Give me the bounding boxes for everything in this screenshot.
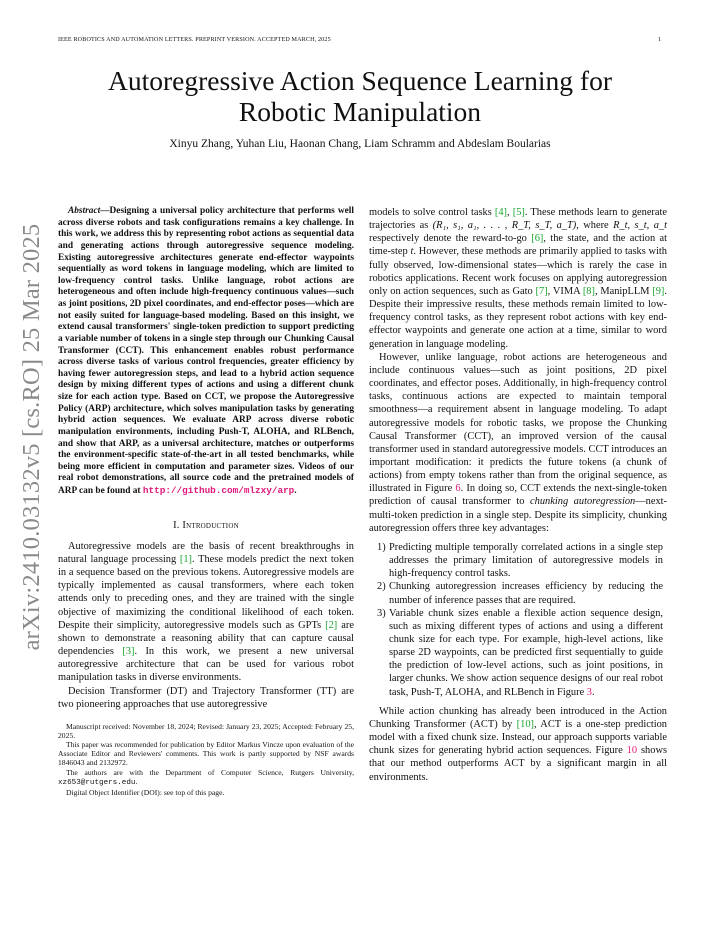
text-run: However, unlike language, robot actions are heterogeneous and include continuous values—such as joint positions, 2D pixel coordinates, and effector poses. Additionally, in high-frequency control tasks, continuous actions are expected to maintain temporal smoothness—a requirement absent in language modeling. To adapt autoregressive models for robotic tasks, we propose the Chunking Causal Transformer (CCT), an improved version of the causal transformer used in standard autoregressive models. CCT introduces an important modification: it predicts the future tokens (a chunk of actions) from empty tokens rather than from the original sequence, as illustrated in Figure [369, 351, 667, 495]
citation-1[interactable]: [1] [179, 553, 193, 565]
list-item-text: Chunking autoregression increases efficiency by reducing the number of inference passes that are required. [389, 581, 663, 606]
left-column [58, 206, 354, 797]
list-number: 1) [377, 541, 386, 553]
text-run: are shown to demonstrate a reasoning ability that can capture causal dependencies [58, 619, 354, 658]
right-column [369, 206, 667, 784]
text-run: Autoregressive models are the basis of recent breakthroughs in natural language processing [58, 540, 354, 565]
intro-paragraph-2: Decision Transformer (DT) and Trajectory Transformer (TT) are two pioneering approaches that use autoregressive [58, 685, 354, 710]
intro-paragraph-1 [58, 540, 354, 685]
math-t: t [410, 246, 414, 258]
title-line-2: Robotic Manipulation [238, 96, 482, 127]
figure-ref-3[interactable]: 3 [586, 686, 592, 698]
text-run: , [507, 207, 513, 218]
text-run: models to solve control tasks [369, 207, 495, 218]
paper-title [40, 65, 680, 127]
list-item-text: Variable chunk sizes enable a flexible action sequence design, such as mixing different types of actions and using a different chunk size for each type. For example, high-level actions, like sparse 2D waypoints, can be predicted first sequentially to guide the prediction of low-level actions, such as joint positions, in larger chunks. We show action sequence designs of our real robot task, Push-T, ALOHA, and RLBench in Figure [389, 607, 663, 698]
list-item [369, 580, 663, 606]
list-item-text: Predicting multiple temporally correlated actions in a single step addresses the primary limitation of autoregressive models in high-frequency control tasks. [389, 541, 663, 580]
citation-5[interactable]: [5] [512, 207, 525, 218]
author-email[interactable]: xz653@rutgers.edu [58, 778, 136, 787]
abstract-end: . [294, 486, 297, 496]
text-run: . In this work, we present a new universal autoregressive architecture that can be used for various robot manipulation tasks in diverse environments. [58, 646, 354, 684]
text-run: respectively denote the reward-to-go [369, 233, 532, 245]
text-run: , where [576, 220, 614, 232]
text-run: shows that our method outperforms ACT by a significant margin in all environments. [369, 745, 667, 783]
text-run: While action chunking has already been introduced in the Action Chunking Transformer (ACT) by [369, 705, 667, 730]
citation-9[interactable]: [9] [652, 285, 665, 297]
list-item [369, 541, 663, 580]
abstract-label: Abstract [68, 206, 101, 216]
text-run: . [135, 776, 138, 786]
section-heading-introduction [58, 519, 354, 532]
github-link[interactable]: http://github.com/mlzxy/arp [142, 485, 295, 496]
citation-6[interactable]: [6] [531, 233, 544, 245]
list-number: 2) [377, 581, 386, 593]
intro-paragraph-4 [369, 351, 667, 535]
author-list: Xinyu Zhang, Yuhan Liu, Haonan Chang, Liam Schramm and Abdeslam Boularias [169, 138, 551, 150]
advantages-list [369, 541, 667, 699]
page-number: 1 [658, 37, 662, 43]
arxiv-stamp: arXiv:2410.03132v5 [cs.RO] 25 Mar 2025 [18, 223, 45, 651]
text-run: . These methods learn to generate trajectories as [369, 207, 668, 232]
text-run: , ACT is a one-step prediction model with a fixed chunk size. Instead, our approach supports variable chunk sizes for generating hybrid action sequences. Figure [369, 718, 667, 757]
footnote-affiliation [58, 768, 354, 788]
section-numeral: I. [173, 519, 180, 531]
intro-paragraph-3 [369, 206, 667, 351]
citation-2[interactable]: [2] [325, 619, 338, 631]
citation-8[interactable]: [8] [582, 285, 595, 297]
text-run: . These models predict the next token in a sequence based on the previous tokens. Autoregressive models are typically implemented as causal transformers, where each token attends only to preceding ones, and they are trained with the single objective of maximizing the conditional likelihood of each token. Despite their simplicity, autoregressive models such as GPTs [58, 553, 354, 631]
citation-4[interactable]: [4] [494, 207, 508, 218]
intro-paragraph-5 [369, 705, 667, 784]
list-item [369, 607, 663, 699]
math-trajectory: (R₁, s₁, a₁, . . . , R_T, s_T, a_T) [432, 220, 577, 232]
text-run: . In doing so, CCT extends the next-single-token prediction of causal transformer to [369, 483, 667, 508]
running-head: IEEE ROBOTICS AND AUTOMATION LETTERS. PREPRINT VERSION. ACCEPTED MARCH, 2025 [58, 37, 331, 43]
citation-10[interactable]: [10] [516, 718, 534, 730]
title-line-1: Autoregressive Action Sequence Learning for [108, 65, 612, 96]
section-title: Introduction [182, 519, 239, 531]
math-variables: R_t, s_t, a_t [613, 220, 667, 232]
text-run: . However, these methods are primarily applied to tasks with fully observed, low-dimensional states—which is rarely the case in robotics applications. Recent work focuses on applying autoregression only on action sequences, such as Gato [369, 246, 668, 297]
emphasis-chunking-autoregression: chunking autoregression [530, 496, 636, 508]
figure-ref-6[interactable]: 6 [455, 483, 461, 495]
citation-3[interactable]: [3] [122, 646, 135, 658]
abstract [58, 206, 354, 498]
figure-ref-10[interactable]: 10 [626, 745, 638, 757]
text-run: . Despite their impressive results, these methods remain limited to low-frequency control tasks, as they represent robot actions with key end-effector waypoints and generate one action at a time, similar to word generation in language modeling. [369, 285, 667, 350]
list-number: 3) [377, 607, 386, 619]
text-run: —next-multi-token prediction in a single step. Despite its simplicity, chunking autoregression offers three key advantages: [369, 496, 668, 534]
text-run: , the state, and the action at time-step [369, 233, 667, 258]
text-run: The authors are with the Department of Computer Science, Rutgers University, [66, 767, 354, 777]
citation-7[interactable]: [7] [535, 285, 548, 297]
text-run: . [592, 686, 595, 698]
footnote-doi: Digital Object Identifier (DOI): see top of this page. [66, 787, 225, 797]
text-run: , VIMA [547, 285, 583, 297]
text-run: , ManipLLM [594, 285, 653, 297]
footnote-editor: This paper was recommended for publication by Editor Markus Vincze upon evaluation of the Associate Editor and Reviewers' comments. This work is partly supported by NSF awards 1846043 and 2132972. [58, 740, 354, 768]
footnote-manuscript: Manuscript received: November 18, 2024; Revised: January 23, 2025; Accepted: February 25, 2025. [58, 721, 354, 740]
abstract-text: —Designing a universal policy architecture that performs well across diverse robots and task configurations remains a key challenge. In this work, we address this by representing robot actions as sequential data and generating actions through autoregressive sequence modeling. Existing autoregressive architectures generate end-effector waypoints sequentially as word tokens in language modeling, which are limited to low-frequency control tasks. Unlike language, robot actions are heterogeneous and often include high-frequency continuous values—such as joint positions, 2D pixel coordinates, and end-effector poses—which are not easily suited for language-based modeling. Based on this insight, we extend causal transformers' single-token prediction to support predicting a variable number of tokens in a single step through our Chunking Causal Transformer (CCT). This enhancement enables robust performance across diverse tasks of various control frequencies, greater efficiency by having fewer autoregression steps, and lead to a hybrid action sequence design by mixing different types of actions and using a different chunk size for each action type. Based on CCT, we propose the Autoregressive Policy (ARP) architecture, which solves manipulation tasks by generating hybrid action sequences. We evaluate ARP across diverse robotic manipulation environments, including Push-T, ALOHA, and RLBench, and show that ARP, as a universal architecture, matches or outperforms the environment-specific state-of-the-art in all tested benchmarks, while being more efficient in computation and parameter sizes. Videos of our real robot demonstrations, all source code and the pretrained models of ARP can be found at [58, 206, 354, 496]
footnotes [58, 722, 354, 797]
